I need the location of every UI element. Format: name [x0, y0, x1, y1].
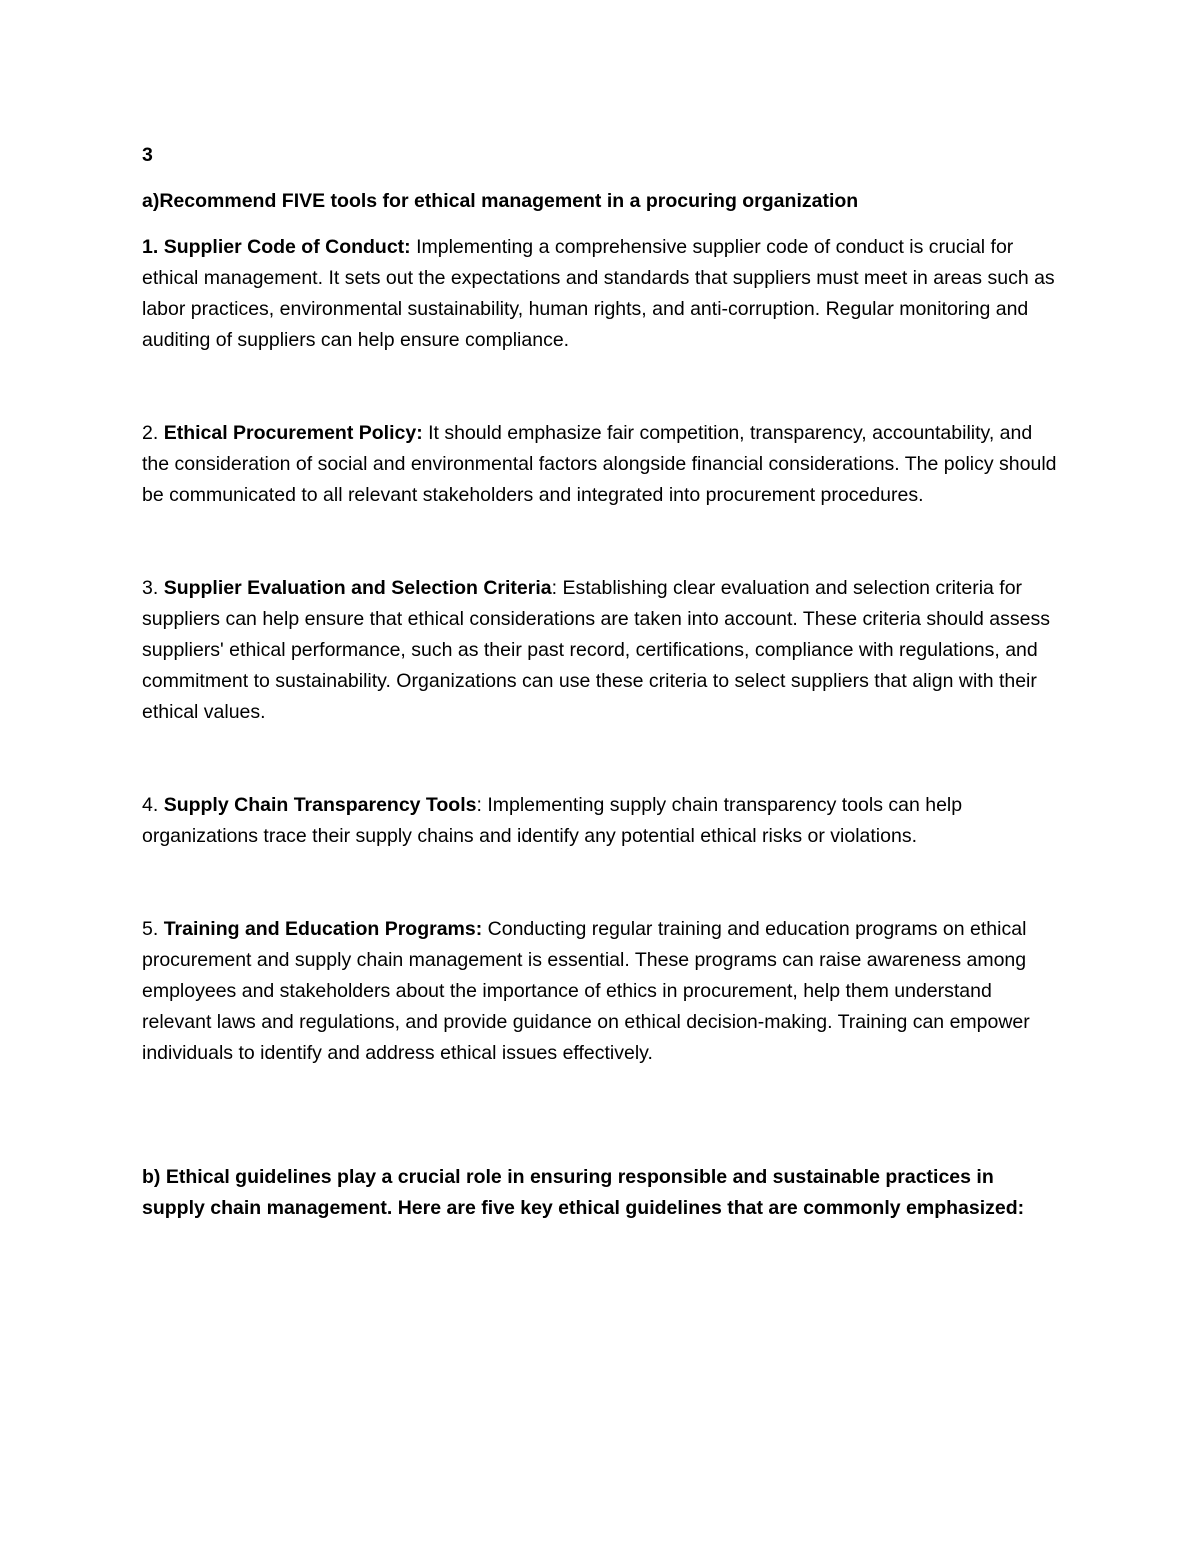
tool-item-3-title: Supplier Evaluation and Selection Criteria	[163, 577, 552, 599]
tool-item-4-text: : Implementing supply chain transparency tools can help organizations trace their supply chains and identify any potential ethical risks or violations.	[142, 794, 963, 847]
tool-item-1-text: Implementing a comprehensive supplier code of conduct is crucial for ethical management. It sets out the expectations and standards that suppliers must meet in areas such as labor practices, environmental sustainability, human rights, and anti-corruption. Regular monitoring and auditing of suppliers can help ensure compliance.	[142, 236, 1055, 351]
document-content	[142, 140, 1062, 1224]
tool-item-5-number: 5.	[142, 918, 164, 940]
tool-item-1	[142, 232, 1062, 356]
tool-item-5-text: Conducting regular training and education programs on ethical procurement and supply chain management is essential. These programs can raise awareness among employees and stakeholders about the importance of ethics in procurement, help them understand relevant laws and regulations, and provide guidance on ethical decision-making. Training can empower individuals to identify and address ethical issues effectively.	[142, 918, 1030, 1064]
tool-item-1-number: 1.	[142, 236, 164, 258]
page-number: 3	[142, 144, 153, 166]
section-a-heading: a)Recommend FIVE tools for ethical management in a procuring organization	[142, 190, 859, 212]
tool-item-2-title: Ethical Procurement Policy:	[163, 422, 423, 444]
tool-item-2-text: It should emphasize fair competition, transparency, accountability, and the consideration of social and environmental factors alongside financial considerations. The policy should be communicated to all relevant stakeholders and integrated into procurement procedures.	[142, 422, 1057, 506]
tool-item-4-number: 4.	[142, 794, 164, 816]
tool-item-4	[142, 790, 1062, 852]
tool-item-3-number: 3.	[142, 577, 164, 599]
tool-item-3-text: : Establishing clear evaluation and selection criteria for suppliers can help ensure that ethical considerations are taken into account. These criteria should assess suppliers' ethical performance, such as their past record, certifications, compliance with regulations, and commitment to sustainability. Organizations can use these criteria to select suppliers that align with their ethical values.	[142, 577, 1050, 723]
tool-item-2-number: 2.	[142, 422, 164, 444]
tool-item-5-title: Training and Education Programs:	[163, 918, 483, 940]
section-b-heading: b) Ethical guidelines play a crucial role in ensuring responsible and sustainable practices in supply chain management. Here are five key ethical guidelines that are commonly emphasized:	[142, 1166, 1025, 1219]
tool-item-5	[142, 914, 1062, 1069]
tool-item-4-title: Supply Chain Transparency Tools	[163, 794, 477, 816]
tool-item-1-title: Supplier Code of Conduct:	[163, 236, 411, 258]
tool-item-3	[142, 573, 1062, 728]
tool-item-2	[142, 418, 1062, 511]
